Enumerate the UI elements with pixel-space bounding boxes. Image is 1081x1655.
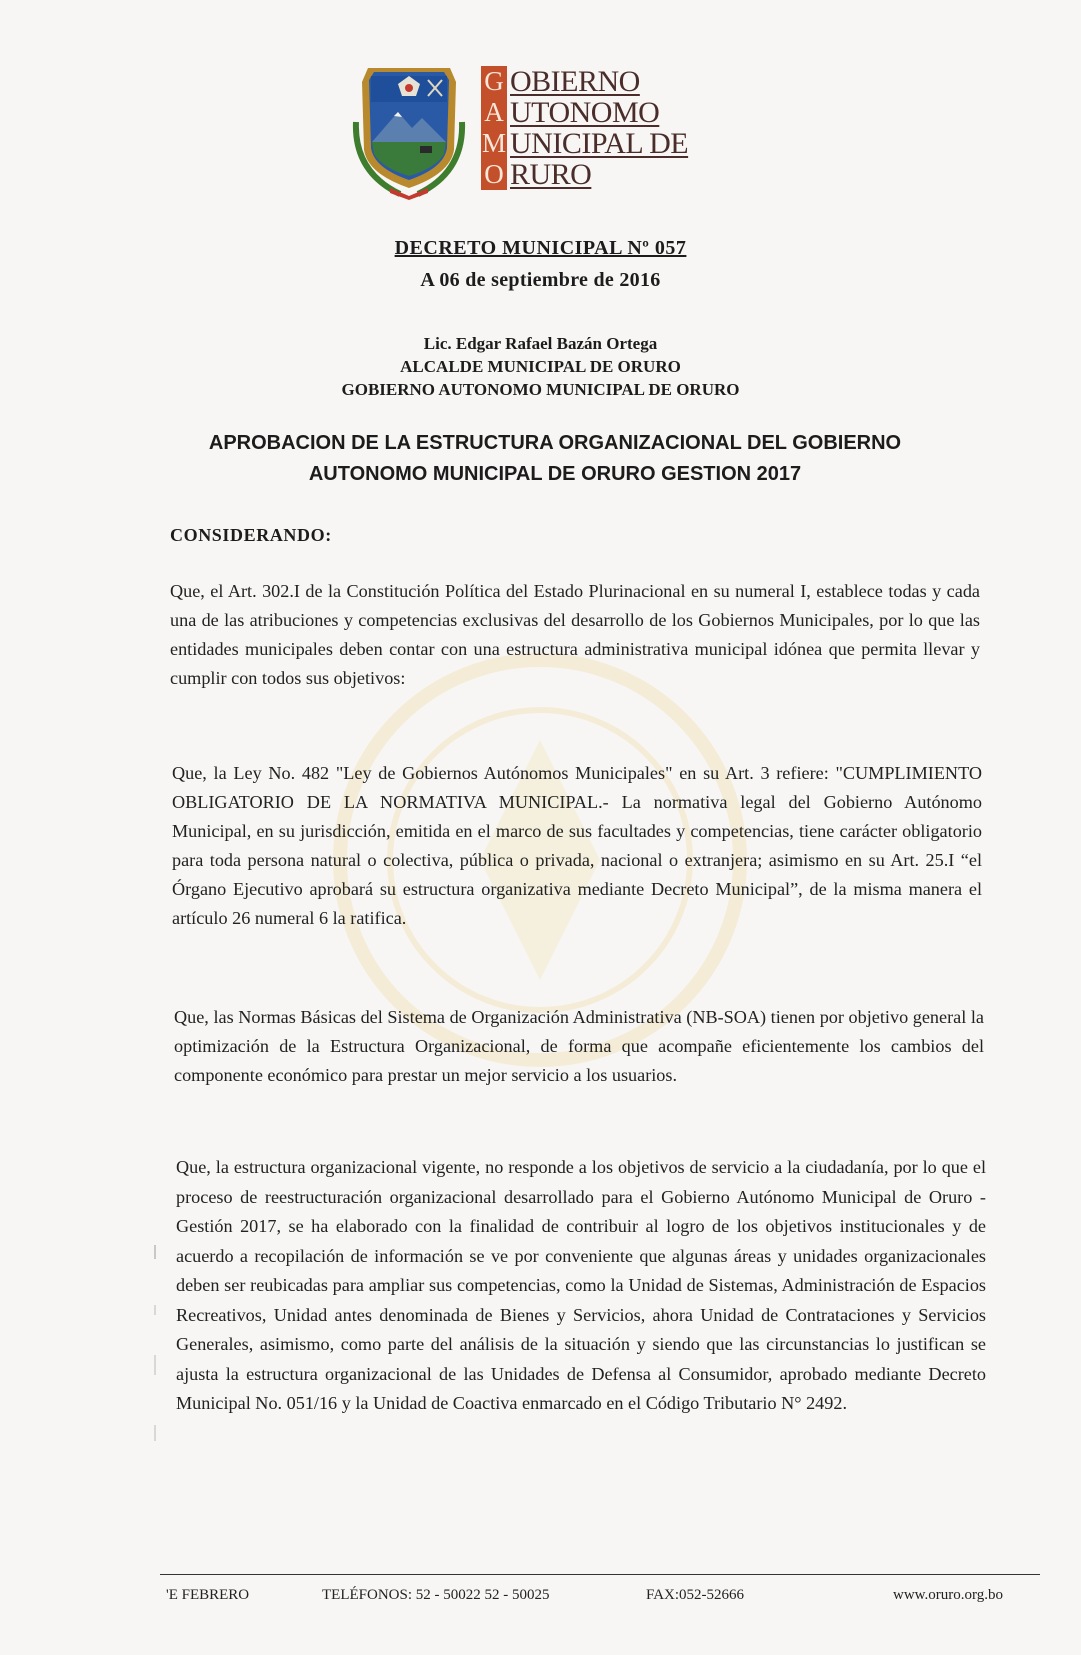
scan-edge-marks — [150, 1245, 160, 1455]
shield-coat-of-arms-icon — [350, 62, 468, 200]
mayor-name: Lic. Edgar Rafael Bazán Ortega — [423, 334, 658, 353]
government-name: GOBIERNO AUTONOMO MUNICIPAL DE ORURO — [341, 380, 740, 399]
gamo-initials-column — [481, 66, 507, 190]
wordmark-line: UTONOMO — [510, 96, 660, 129]
mayor-position: ALCALDE MUNICIPAL DE ORURO — [400, 357, 681, 376]
initial-letter: A — [484, 97, 504, 127]
paragraph: Que, el Art. 302.I de la Constitución Política del Estado Plurinacional en su numeral I, establece todas y cada una de las atribuciones y competencias exclusivas del desarrollo de los Gobiernos Municipales, por lo que las entidades municipales deben contar con una estructura administrativa municipal idónea que permita llevar y cumplir con todos sus objetivos: — [170, 581, 980, 688]
paragraph: Que, las Normas Básicas del Sistema de Organización Administrativa (NB-SOA) tienen por objetivo general la optimización de la Estructura Organizacional, de forma que acompañe eficientemente los cambios del componente económico para prestar un mejor servicio a los usuarios. — [174, 1007, 984, 1085]
gamo-wordmark — [510, 66, 688, 190]
footer-fax: FAX:052-52666 — [646, 1587, 745, 1603]
considerando-heading: CONSIDERANDO: — [170, 525, 332, 545]
initial-letter: G — [484, 66, 504, 96]
paragraph: Que, la Ley No. 482 "Ley de Gobiernos Autónomos Municipales" en su Art. 3 refiere: "CUMPLIMIENTO OBLIGATORIO DE LA NORMATIVA MUNICIPAL.- La normativa legal del Gobierno Autónomo Municipal, en su jurisdicción, emitida en el marco de sus facultades y competencias, tiene carácter obligatorio para toda persona natural o colectiva, pública o privada, nacional o extranjera; asimismo en su Art. 25.I “el Órgano Ejecutivo aprobará su estructura organizativa mediante Decreto Municipal”, de la misma manera el artículo 26 numeral 6 la ratifica. — [172, 763, 982, 928]
wordmark-line: RURO — [510, 158, 592, 191]
footer-address: 'E FEBRERO — [166, 1587, 250, 1603]
initial-letter: M — [481, 128, 506, 158]
decree-subject: APROBACION DE LA ESTRUCTURA ORGANIZACIONAL DEL GOBIERNO AUTONOMO MUNICIPAL DE ORURO GESTION 2017 — [208, 432, 902, 485]
footer-phones: TELÉFONOS: 52 - 50022 52 - 50025 — [322, 1587, 550, 1603]
decree-title: DECRETO MUNICIPAL Nº 057 — [394, 237, 687, 259]
footer-website: www.oruro.org.bo — [893, 1587, 1003, 1603]
footer-divider — [160, 1574, 1040, 1575]
decree-date: A 06 de septiembre de 2016 — [420, 269, 661, 291]
initial-letter: O — [484, 159, 504, 189]
paragraph: Que, la estructura organizacional vigente, no responde a los objetivos de servicio a la ciudadanía, por lo que el proceso de reestructuración organizacional desarrollado para el Gobierno Autónomo Municipal de Oruro - Gestión 2017, se ha elaborado con la finalidad de contribuir al logro de los objetivos institucionales y de acuerdo a recopilación de información se ve por conveniente que algunas áreas y unidades organizacionales deben ser reubicadas para ampliar sus competencias, como la Unidad de Sistemas, Administración de Espacios Recreativos, Unidad antes denominada de Bienes y Servicios, ahora Unidad de Contrataciones y Servicios Generales, asimismo, como parte del análisis de la situación y siendo que las circunstancias lo justifican se ajusta la estructura organizacional de las Unidades de Defensa al Consumidor, aprobado mediante Decreto Municipal No. 051/16 y la Unidad de Coactiva enmarcado en el Código Tributario N° 2492. — [176, 1157, 986, 1413]
gamo-logo — [350, 62, 750, 202]
wordmark-line: UNICIPAL DE — [510, 127, 689, 160]
wordmark-line: OBIERNO — [510, 65, 640, 98]
